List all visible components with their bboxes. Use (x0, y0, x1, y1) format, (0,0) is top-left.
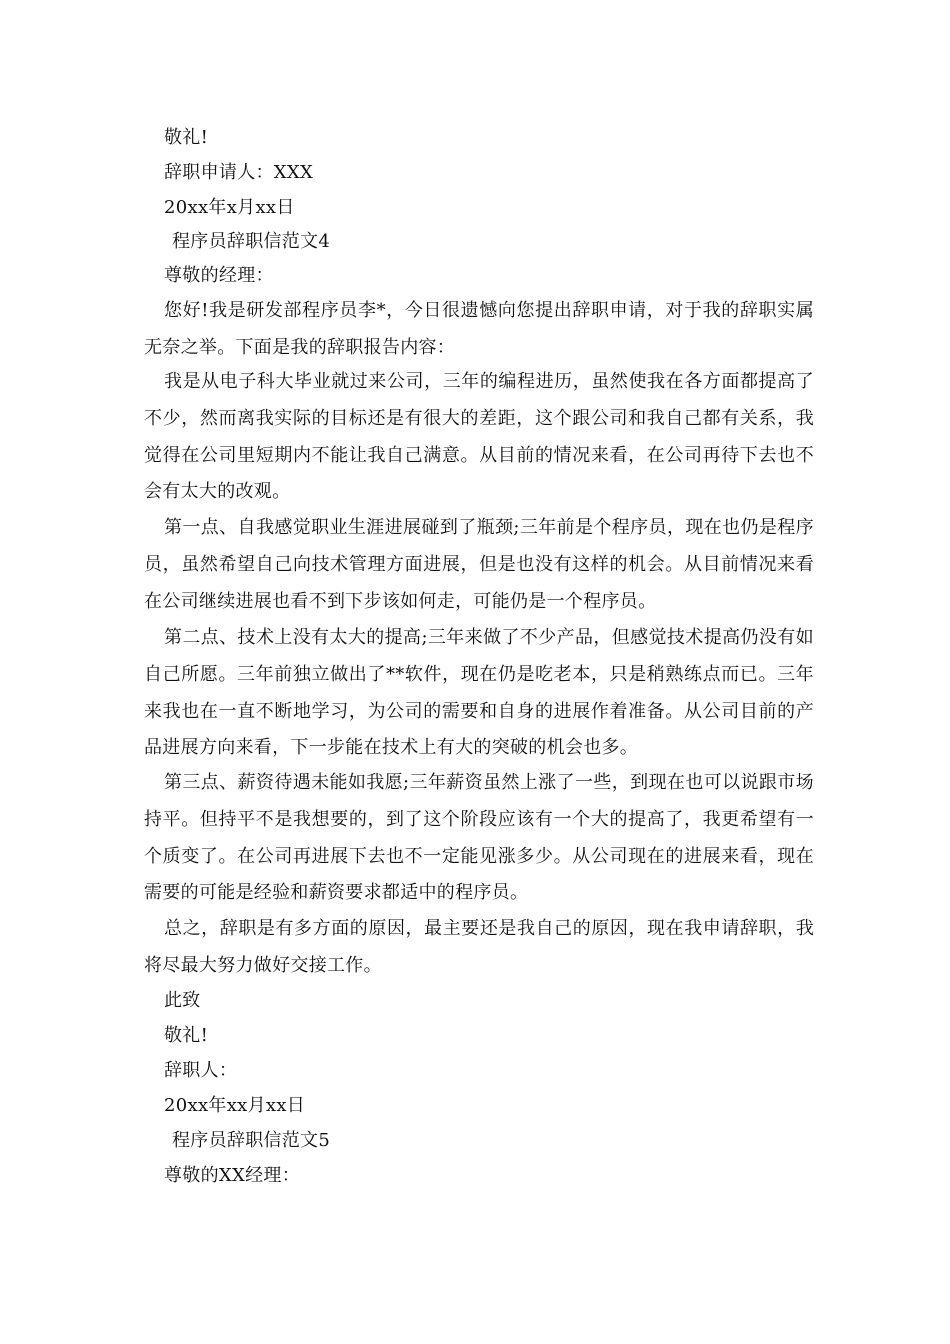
letter4-greeting: 尊敬的经理： (164, 265, 274, 286)
letter4-closing-1: 此致 (164, 990, 201, 1011)
letter5-title: 程序员辞职信范文5 (172, 1130, 331, 1151)
signer-line: 辞职申请人：XXX (164, 162, 314, 183)
salute-line: 敬礼! (164, 127, 209, 148)
letter4-paragraph-6: 总之，辞职是有多方面的原因，最主要还是我自己的原因，现在我申请辞职，我将尽最大努力做好交接工作。 (144, 918, 814, 976)
letter4-paragraph-4: 第二点、技术上没有太大的提高;三年来做了不少产品，但感觉技术提高仍没有如自己所愿。三年前独立做出了**软件，现在仍是吃老本，只是稍熟练点而已。三年来我也在一直不断地学习，为公司的需要和自身的进展作着准备。从公司目前的产品进展方向来看，下一步能在技术上有大的突破的机会也多。 (144, 627, 814, 759)
letter4-title: 程序员辞职信范文4 (172, 231, 331, 252)
letter4-paragraph-5: 第三点、薪资待遇未能如我愿;三年薪资虽然上涨了一些，到现在也可以说跟市场持平。但持平不是我想要的，到了这个阶段应该有一个大的提高了，我更希望有一个质变了。在公司再进展下去也不一定能见涨多少。从公司现在的进展来看，现在需要的可能是经验和薪资要求都适中的程序员。 (144, 772, 814, 904)
letter4-closing-2: 敬礼! (164, 1025, 209, 1046)
letter4-date: 20xx年xx月xx日 (164, 1095, 306, 1116)
letter5-greeting: 尊敬的XX经理： (164, 1165, 301, 1186)
letter4-signer: 辞职人： (164, 1060, 238, 1081)
letter4-paragraph-2: 我是从电子科大毕业就过来公司，三年的编程进历，虽然使我在各方面都提高了不少，然而离我实际的目标还是有很大的差距，这个跟公司和我自己都有关系，我觉得在公司里短期内不能让我自己满意。从目前的情况来看，在公司再待下去也不会有太大的改观。 (144, 371, 814, 503)
letter4-paragraph-1: 您好!我是研发部程序员李*，今日很遗憾向您提出辞职申请，对于我的辞职实属无奈之举。下面是我的辞职报告内容： (144, 300, 814, 358)
date-line: 20xx年x月xx日 (164, 197, 295, 218)
letter4-paragraph-3: 第一点、自我感觉职业生涯进展碰到了瓶颈;三年前是个程序员，现在也仍是程序员，虽然希望自己向技术管理方面进展，但是也没有这样的机会。从目前情况来看在公司继续进展也看不到下步该如何走，可能仍是一个程序员。 (144, 517, 814, 612)
